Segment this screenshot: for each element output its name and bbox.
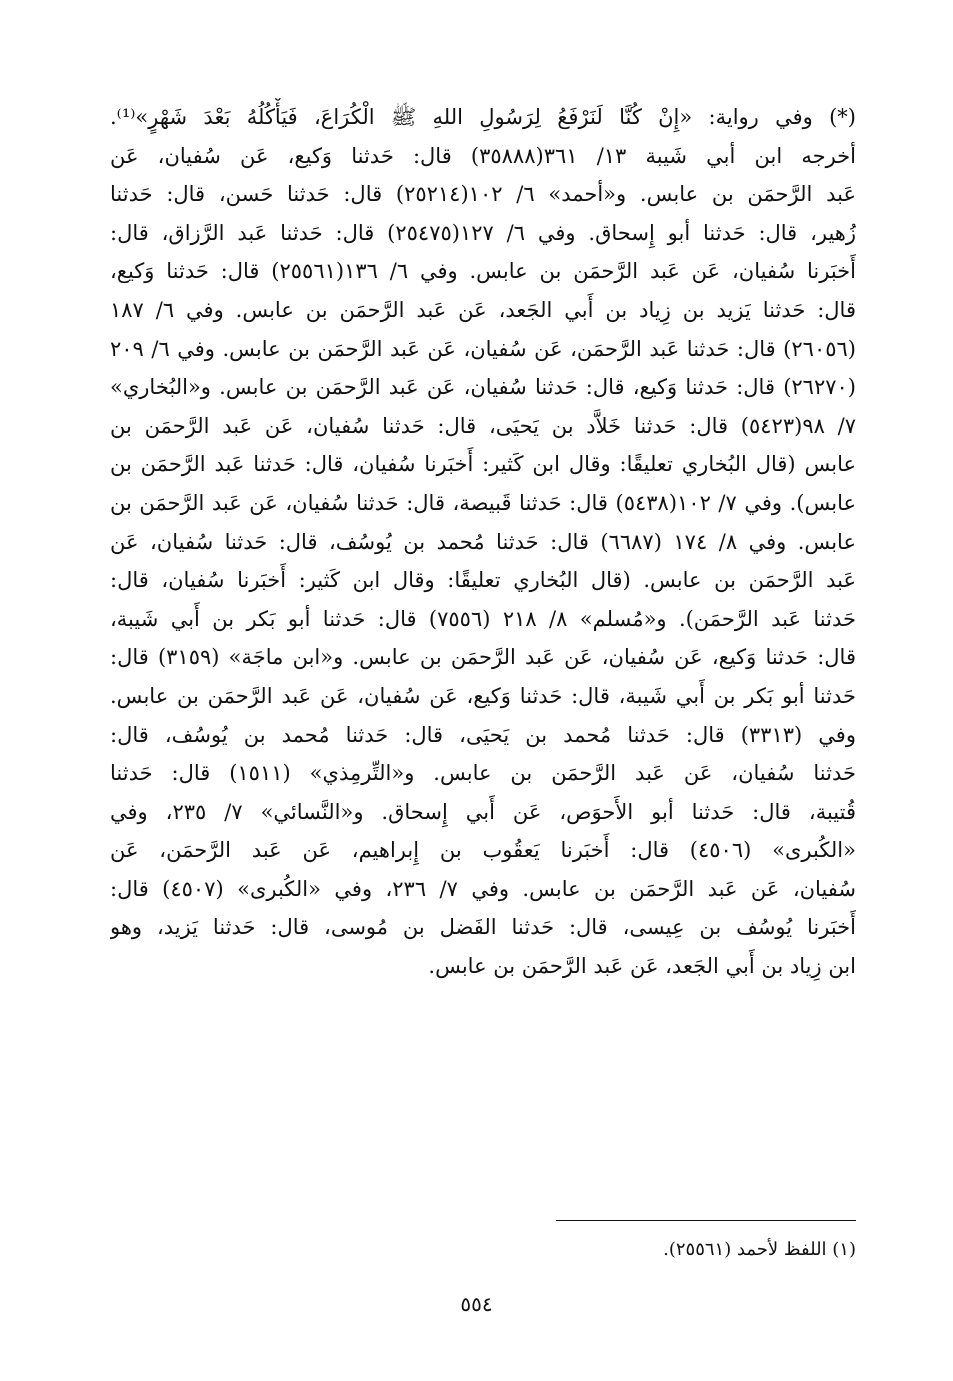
text-line-7: (٢٦٠٥٦) قال: حَدثنا عَبد الرَّحمَن، عَن سُفيان، عَن عَبد الرَّحمَن بن عابس. وفي ٦/ ٢٠٩ bbox=[110, 336, 856, 361]
text-line-20: «الكُبرى» (٤٥٠٦) قال: أَخبَرنا يَعقُوب بن إِبراهيم، عَن عَبد الرَّحمَن، عَن bbox=[110, 838, 856, 863]
page-number: ٥٥٤ bbox=[460, 1292, 493, 1316]
footnote: (١) اللفظ لأحمد (٢٥٥٦١). bbox=[663, 1239, 856, 1260]
text-line-21: سُفيان، عَن عَبد الرَّحمَن بن عابس. وفي ٧/ ٢٣٦، وفي «الكُبرى» (٤٥٠٧) قال: bbox=[110, 876, 856, 901]
text-line-8: (٢٦٢٧٠) قال: حَدثنا وَكيع، قال: حَدثنا سُفيان، عَن عَبد الرَّحمَن بن عابس. و«البُخاري» bbox=[110, 375, 856, 400]
text-line-22: أَخبَرنا يُوسُف بن عِيسى، قال: حَدثنا الفَضل بن مُوسى، قال: حَدثنا يَزيد، وهو bbox=[110, 915, 856, 940]
text-line-17: وفي (٣٣١٣) قال: حَدثنا مُحمد بن يَحيَى، قال: حَدثنا مُحمد بن يُوسُف، قال: bbox=[110, 722, 856, 747]
text-line-5: أَخبَرنا سُفيان، عَن عَبد الرَّحمَن بن عابس. وفي ٦/ ١٣٦(٢٥٥٦١) قال: حَدثنا وَكيع، bbox=[110, 259, 856, 284]
text-line-1: (*) وفي رواية: «إِنْ كُنَّا لَنَرْفَعُ لِرَسُولِ اللهِ ﷺ الْكُرَاعَ، فَيَأْكُلُهُ بَعْدَ شَهْرٍ»⁽¹⁾. bbox=[110, 105, 856, 129]
text-line-3: عَبد الرَّحمَن بن عابس. و«أحمد» ٦/ ١٠٢(٢٥٢١٤) قال: حَدثنا حَسن، قال: حَدثنا bbox=[110, 182, 856, 207]
text-line-10: عابس (قال البُخاري تعليقًا: وقال ابن كَثير: أَخبَرنا سُفيان، قال: حَدثنا عَبد الرَّحمَن بن bbox=[110, 452, 856, 477]
text-line-12: عابس. وفي ٨/ ١٧٤ (٦٦٨٧) قال: حَدثنا مُحمد بن يُوسُف، قال: حَدثنا سُفيان، عَن bbox=[110, 529, 856, 554]
text-line-4: زُهير، قال: حَدثنا أبو إِسحاق. وفي ٦/ ١٢٧(٢٥٤٧٥) قال: حَدثنا عَبد الرَّزاق، قال: bbox=[110, 220, 856, 245]
text-line-13: عَبد الرَّحمَن بن عابس. (قال البُخاري تعليقًا: وقال ابن كَثير: أَخبَرنا سُفيان، قال: bbox=[110, 568, 856, 593]
text-line-19: قُتيبة، قال: حَدثنا أبو الأَحوَص، عَن أَبي إِسحاق. و«النَّسائي» ٧/ ٢٣٥، وفي bbox=[110, 799, 856, 824]
text-line-2: أخرجه ابن أبي شَيبة ١٣/ ٣٦١(٣٥٨٨٨) قال: حَدثنا وَكيع، عَن سُفيان، عَن bbox=[110, 143, 856, 168]
main-text bbox=[110, 98, 856, 986]
text-line-16: حَدثنا أبو بَكر بن أَبي شَيبة، قال: حَدثنا وَكيع، عَن سُفيان، عَن عَبد الرَّحمَن بن عابس. bbox=[110, 683, 856, 708]
text-line-23: ابن زِياد بن أَبي الجَعد، عَن عَبد الرَّحمَن بن عابس. bbox=[428, 954, 856, 979]
text-line-18: حَدثنا سُفيان، عَن عَبد الرَّحمَن بن عابس. و«التِّرمِذي» (١٥١١) قال: حَدثنا bbox=[110, 761, 856, 786]
text-line-9: ٧/ ٩٨(٥٤٢٣) قال: حَدثنا خَلاَّد بن يَحيَى، قال: حَدثنا سُفيان، عَن عَبد الرَّحمَن بن bbox=[110, 413, 856, 438]
text-line-6: قال: حَدثنا يَزيد بن زِياد بن أَبي الجَعد، عَن عَبد الرَّحمَن بن عابس. وفي ٦/ ١٨٧ bbox=[110, 297, 856, 322]
text-line-11: عابس). وفي ٧/ ١٠٢(٥٤٣٨) قال: حَدثنا قَبيصة، قال: حَدثنا سُفيان، عَن عَبد الرَّحمَن بن bbox=[110, 490, 856, 515]
footnote-separator bbox=[556, 1220, 856, 1221]
text-line-14: حَدثنا عَبد الرَّحمَن). و«مُسلم» ٨/ ٢١٨ (٧٥٥٦) قال: حَدثنا أبو بَكر بن أَبي شَيبة، bbox=[110, 606, 856, 631]
text-line-15: قال: حَدثنا وَكيع، عَن سُفيان، عَن عَبد الرَّحمَن بن عابس. و«ابن ماجَة» (٣١٥٩) قال: bbox=[110, 645, 856, 670]
